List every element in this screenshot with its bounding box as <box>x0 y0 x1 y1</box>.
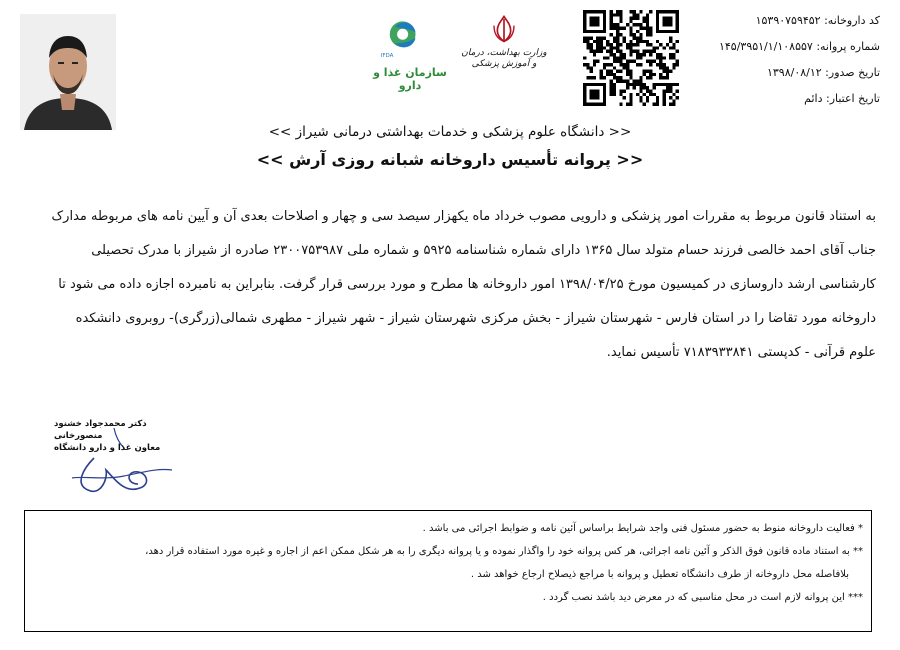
note-line: * فعالیت داروخانه منوط به حضور مسئول فنی واجد شرایط براساس آئین نامه و ضوابط اجرائی می باشد . <box>422 523 863 534</box>
license-number-value: ۱۴۵/۳۹۵۱/۱/۱۰۸۵۵۷ <box>718 40 813 53</box>
validity-value: دائم <box>804 92 823 105</box>
body-line: داروخانه مورد تقاضا را در استان فارس - شهرستان شیراز - بخش مرکزی شهرستان شیراز - شهر شیراز - مطهری شمالی(زرگری)- روبروی دانشکده <box>75 311 876 326</box>
holder-photo <box>20 14 116 130</box>
fda-logo-icon <box>382 14 438 60</box>
body-line: جناب آقای احمد خالصی فرزند حسام متولد سال ۱۳۶۵ دارای شماره شناسنامه ۵۹۲۵ و شماره ملی ۲۳۰۰۷۵۳۹۸۷ صادره از شیراز با مدرک تحصیلی <box>91 243 876 258</box>
fda-logo <box>360 14 460 100</box>
signature-block <box>54 418 194 500</box>
pharmacy-code-label: کد داروخانه: <box>824 14 880 27</box>
body-line: به استناد قانون مربوط به مقررات امور پزشکی و دارویی مصوب خرداد ماه یکهزار سیصد سی و چهار و اصلاحات بعدی آن و آیین نامه های مربوطه مدارک <box>51 209 876 224</box>
body-line: کارشناسی ارشد داروسازی در کمیسیون مورخ ۱۳۹۸/۰۴/۲۵ امور داروخانه ها مطرح و مورد بررسی قرار گرفت. بنابراین به نامبرده اجازه داده می شود تا <box>58 277 876 292</box>
validity-label: تاریخ اعتبار: <box>825 92 880 105</box>
issue-date-value: ۱۳۹۸/۰۸/۱۲ <box>766 66 822 79</box>
validity-row <box>680 86 880 112</box>
license-number-row <box>680 34 880 60</box>
signatory-name: دکتر محمدجواد خشنود منصورخانی <box>54 419 147 441</box>
qr-code <box>578 10 684 106</box>
svg-text:IFDA: IFDA <box>380 53 394 60</box>
qr-code-icon <box>578 10 684 106</box>
ministry-emblem <box>458 14 550 96</box>
body-line: علوم قرآنی - کدپستی ۷۱۸۳۹۳۳۸۴۱ تأسیس نماید. <box>606 345 876 360</box>
note-line: بلافاصله محل داروخانه از طرف دانشگاه تعطیل و پروانه با مراجع ذیصلاح ارجاع خواهد شد . <box>470 569 849 580</box>
iran-emblem-icon <box>487 14 521 44</box>
license-title: << پروانه تأسیس داروخانه شبانه روزی آرش >> <box>256 150 644 169</box>
license-number-label: شماره پروانه: <box>816 40 880 53</box>
pharmacy-code-row <box>680 8 880 34</box>
note-line: ** به استناد ماده قانون فوق الذکر و آئین نامه اجرائی، هر کس پروانه خود را واگذار نموده و یا پروانه دیگری را به هر شکل ممکن اعم از اجاره و غیره مورد استفاده قرار دهد، <box>145 546 863 557</box>
fda-name: سازمان غذا و دارو <box>373 66 447 92</box>
pharmacy-code-value: ۱۵۳۹۰۷۵۹۴۵۲ <box>755 14 821 27</box>
note-line: *** این پروانه لازم است در محل مناسبی که در معرض دید باشد نصب گردد . <box>542 592 863 603</box>
university-title: << دانشگاه علوم پزشکی و خدمات بهداشتی درمانی شیراز >> <box>268 124 632 140</box>
issue-date-row <box>680 60 880 86</box>
ministry-name: وزارت بهداشت، درمان و آموزش پزشکی <box>461 48 547 69</box>
license-metadata <box>680 8 880 112</box>
notes-box <box>24 510 872 632</box>
issue-date-label: تاریخ صدور: <box>825 66 880 79</box>
signatory-title: معاون غذا و دارو دانشگاه <box>54 443 161 453</box>
person-photo-icon <box>20 14 116 130</box>
license-body <box>20 200 876 370</box>
